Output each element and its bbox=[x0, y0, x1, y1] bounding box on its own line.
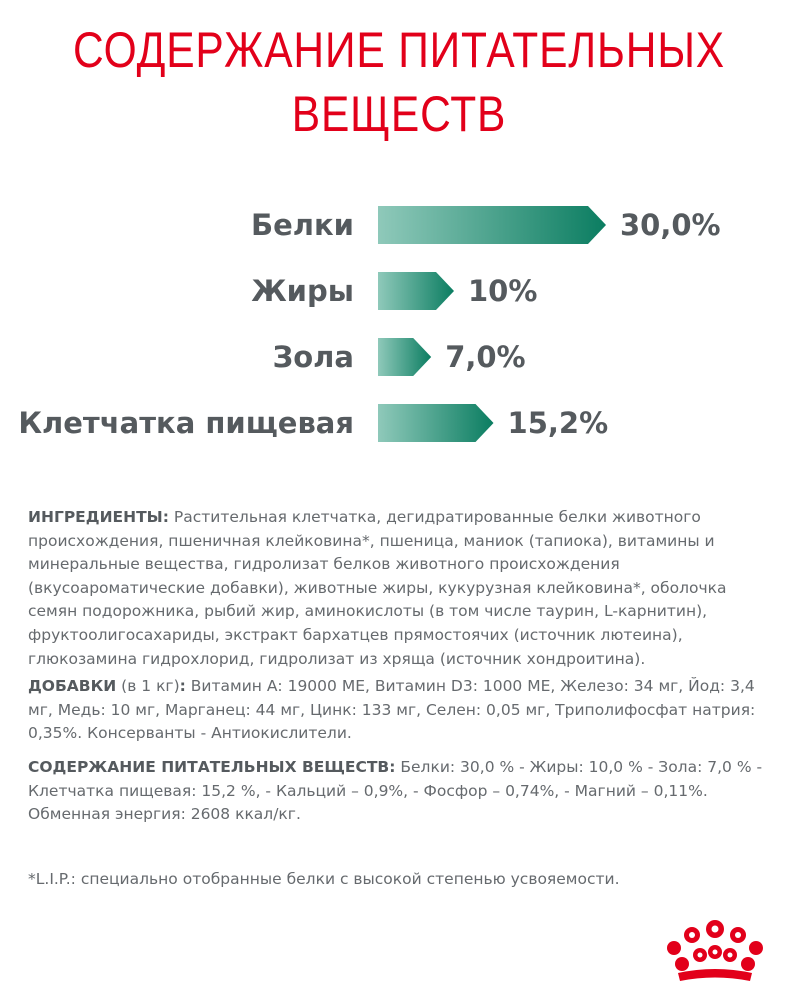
title-line-1: СОДЕРЖАНИЕ ПИТАТЕЛЬНЫХ bbox=[72, 22, 725, 78]
bar-3 bbox=[378, 404, 494, 442]
bar-1 bbox=[378, 272, 454, 310]
additives-paragraph bbox=[28, 675, 776, 746]
value-label-2: 7,0% bbox=[445, 340, 526, 374]
page-title bbox=[60, 18, 738, 146]
category-label-2: Зола bbox=[272, 340, 354, 374]
nutrients-label: СОДЕРЖАНИЕ ПИТАТЕЛЬНЫХ ВЕЩЕСТВ: bbox=[28, 758, 396, 776]
ingredients-label: ИНГРЕДИЕНТЫ: bbox=[28, 508, 169, 526]
additives-label: ДОБАВКИ bbox=[28, 677, 117, 695]
additives-text: Витамин А: 19000 МЕ, Витамин D3: 1000 МЕ, Железо: 34 мг, Йод: 3,4 мг, Медь: 10 мг, Марганец: 44 мг, Цинк: 133 мг, Селен: 0,05 мг, Триполифосфат натрия: 0,35%. Консерванты - Антиокислители. bbox=[28, 677, 756, 743]
additives-colon: : bbox=[179, 677, 186, 695]
royal-canin-crown-icon bbox=[660, 915, 770, 985]
footnote: *L.I.P.: специально отобранные белки с высокой степенью усвояемости. bbox=[28, 870, 620, 888]
category-label-3: Клетчатка пищевая bbox=[18, 406, 354, 440]
bar-2 bbox=[378, 338, 431, 376]
title-line-2: ВЕЩЕСТВ bbox=[291, 86, 507, 142]
ingredients-text: Растительная клетчатка, дегидратированные белки животного происхождения, пшеничная клейковина*, пшеница, маниок (тапиока), витамины и минеральные вещества, гидролизат белков животного происхождения (вкусоароматические добавки), животные жиры, кукурузная клейковина*, оболочка семян подорожника, рыбий жир, аминокислоты (в том числе таурин, L-карнитин), фруктоолигосахариды, экстракт бархатцев прямостоячих (источник лютеина), глюкозамина гидрохлорид, гидролизат из хряща (источник хондроитина). bbox=[28, 508, 727, 668]
bar-0 bbox=[378, 206, 606, 244]
category-label-1: Жиры bbox=[251, 274, 354, 308]
value-label-0: 30,0% bbox=[620, 208, 721, 242]
category-label-0: Белки bbox=[250, 208, 354, 242]
value-label-3: 15,2% bbox=[507, 406, 609, 440]
ingredients-paragraph bbox=[28, 506, 776, 671]
value-label-1: 10% bbox=[468, 274, 538, 308]
additives-sublabel: (в 1 кг) bbox=[116, 677, 180, 695]
nutrients-text: Белки: 30,0 % - Жиры: 10,0 % - Зола: 7,0 % - Клетчатка пищевая: 15,2 %, - Кальций – 0,9%, - Фосфор – 0,74%, - Магний – 0,11%. Обменная энергия: 2608 ккал/кг. bbox=[28, 758, 763, 824]
nutrient-bar-chart bbox=[0, 195, 798, 465]
nutrients-paragraph bbox=[28, 756, 776, 827]
